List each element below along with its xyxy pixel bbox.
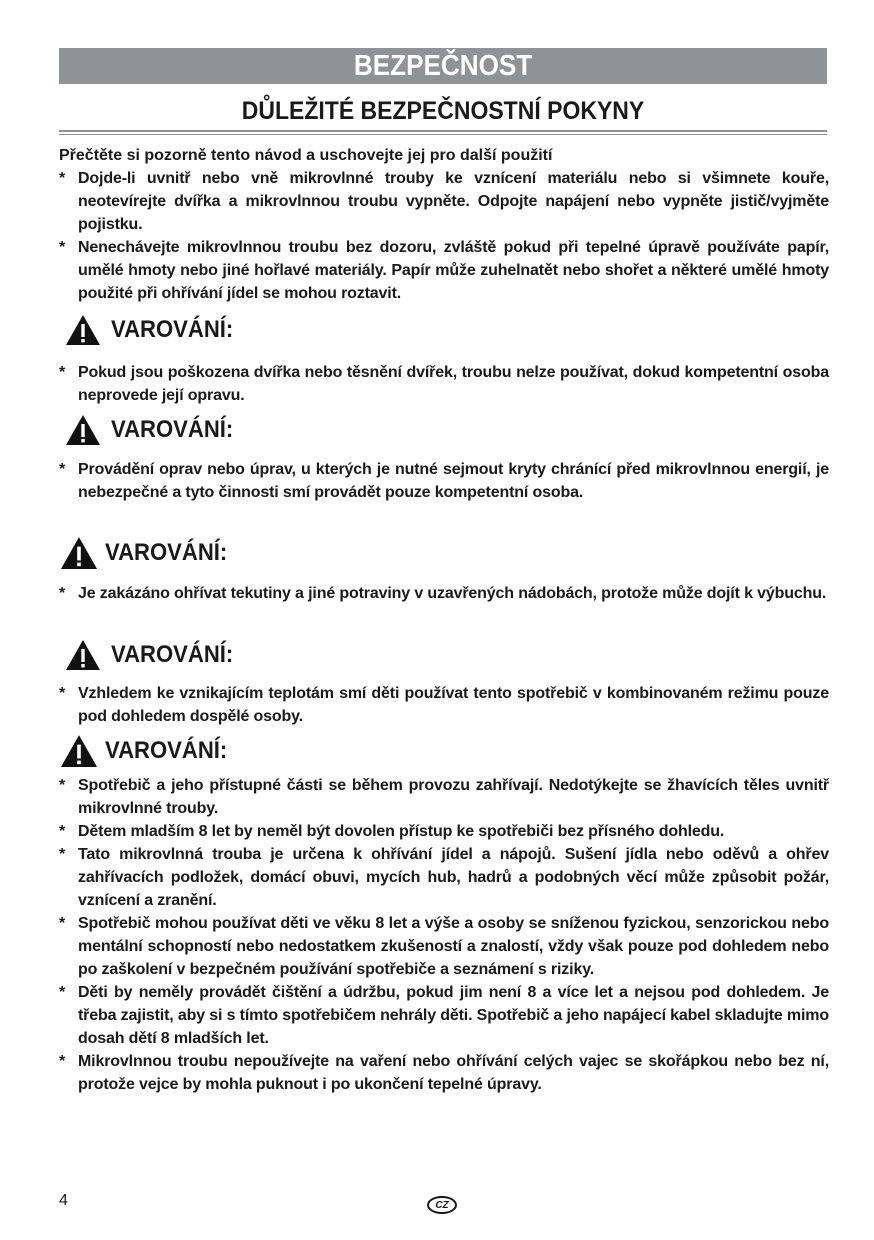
item-text: Děti by neměly provádět čištění a údržbu, pokud jim není 8 a více let a nejsou pod dohledem. Je třeba zajistit, aby si s tímto spotřebičem nehrály děti. Spotřebič a jeho napájecí kabel skladujte mimo dosah dětí 8 mladších let. <box>78 984 830 1047</box>
bullet-marker: * <box>59 239 66 256</box>
list-item <box>59 361 829 407</box>
page-number: 4 <box>59 1192 68 1209</box>
item-text: Dětem mladším 8 let by neměl být dovolen přístup ke spotřebiči bez přísného dohledu. <box>78 823 725 840</box>
item-text: Je zakázáno ohřívat tekutiny a jiné potraviny v uzavřených nádobách, protože může dojít k výbuchu. <box>78 585 827 602</box>
warning-heading <box>59 734 238 768</box>
bullet-marker: * <box>59 984 66 1001</box>
item-text: Dojde-li uvnitř nebo vně mikrovlnné trouby ke vznícení materiálu nebo si všimnete kouře, neotevírejte dvířka a mikrovlnnou troubu vypněte. Odpojte napájení nebo vypněte jistič/vyjměte pojistku. <box>78 170 829 233</box>
warning-label: VAROVÁNÍ: <box>111 641 234 668</box>
warning-label: VAROVÁNÍ: <box>105 737 228 764</box>
bullet-marker: * <box>59 685 66 702</box>
item-text: Spotřebič a jeho přístupné části se během provozu zahřívají. Nedotýkejte se žhavících těles uvnitř mikrovlnné trouby. <box>78 777 829 817</box>
warning-block <box>59 458 829 504</box>
bullet-marker: * <box>59 1053 66 1070</box>
warning-heading <box>65 314 244 346</box>
bullet-marker: * <box>59 823 66 840</box>
list-item <box>59 981 829 1050</box>
list-item <box>59 458 829 504</box>
list-item <box>59 236 829 305</box>
list-item <box>59 167 829 236</box>
warning-triangle-icon <box>59 734 99 768</box>
warning-triangle-icon <box>65 314 101 346</box>
page-title: DŮLEŽITÉ BEZPEČNOSTNÍ POKYNY <box>241 97 645 125</box>
warning-label: VAROVÁNÍ: <box>111 316 234 343</box>
warning-label: VAROVÁNÍ: <box>111 416 234 443</box>
list-item <box>59 912 829 981</box>
warning-heading <box>65 639 244 671</box>
warning-block <box>59 774 829 1096</box>
section-title: BEZPEČNOST <box>353 49 533 82</box>
bullet-marker: * <box>59 461 66 478</box>
warning-triangle-icon <box>59 536 99 570</box>
warning-block <box>59 582 829 605</box>
intro-text: Přečtěte si pozorně tento návod a uschovejte jej pro další použití <box>59 147 553 164</box>
item-text: Vzhledem ke vznikajícím teplotám smí děti používat tento spotřebič v kombinovaném režimu pouze pod dohledem dospělé osoby. <box>78 685 829 725</box>
list-item <box>59 774 829 820</box>
list-item <box>59 820 829 843</box>
warning-heading <box>59 536 238 570</box>
intro-block <box>59 144 829 305</box>
warning-triangle-icon <box>65 639 101 671</box>
title-divider <box>59 130 827 132</box>
bullet-marker: * <box>59 585 66 602</box>
item-text: Pokud jsou poškozena dvířka nebo těsnění dvířek, troubu nelze používat, dokud kompetentní osoba neprovede její opravu. <box>78 364 829 404</box>
warning-block <box>59 682 829 728</box>
warning-label: VAROVÁNÍ: <box>105 539 228 566</box>
list-item <box>59 1050 829 1096</box>
item-text: Tato mikrovlnná trouba je určena k ohřívání jídel a nápojů. Sušení jídla nebo oděvů a ohřev zahřívacích podložek, domácí obuvi, mycích hub, hadrů a podobných věcí může způsobit požár, vznícení a zranění. <box>78 846 829 909</box>
warning-heading <box>65 414 244 446</box>
warning-triangle-icon <box>65 414 101 446</box>
list-item <box>59 843 829 912</box>
bullet-marker: * <box>59 846 66 863</box>
bullet-marker: * <box>59 915 66 932</box>
language-badge <box>427 1196 457 1214</box>
warning-block <box>59 361 829 407</box>
section-banner <box>59 48 827 84</box>
bullet-marker: * <box>59 364 66 381</box>
title-divider-thin <box>59 134 827 135</box>
bullet-marker: * <box>59 170 66 187</box>
language-code: CZ <box>435 1199 449 1211</box>
item-text: Spotřebič mohou používat děti ve věku 8 let a výše a osoby se sníženou fyzickou, senzorickou nebo mentální schopností nebo nedostatkem zkušeností a znalostí, vždy však pouze pod dohledem nebo po zaškolení v bezpečném používání spotřebiče a seznámení s riziky. <box>78 915 829 978</box>
list-item <box>59 582 829 605</box>
item-text: Mikrovlnnou troubu nepoužívejte na vaření nebo ohřívání celých vajec se skořápkou nebo bez ní, protože vejce by mohla puknout i po ukončení tepelné úpravy. <box>78 1053 829 1093</box>
bullet-marker: * <box>59 777 66 794</box>
item-text: Provádění oprav nebo úprav, u kterých je nutné sejmout kryty chránící před mikrovlnnou energií, je nebezpečné a tyto činnosti smí provádět pouze kompetentní osoba. <box>78 461 829 501</box>
item-text: Nenechávejte mikrovlnnou troubu bez dozoru, zvláště pokud při tepelné úpravě používáte papír, umělé hmoty nebo jiné hořlavé materiály. Papír může zuhelnatět nebo shořet a některé umělé hmoty použité při ohřívání jídel se mohou roztavit. <box>78 239 829 302</box>
list-item <box>59 682 829 728</box>
